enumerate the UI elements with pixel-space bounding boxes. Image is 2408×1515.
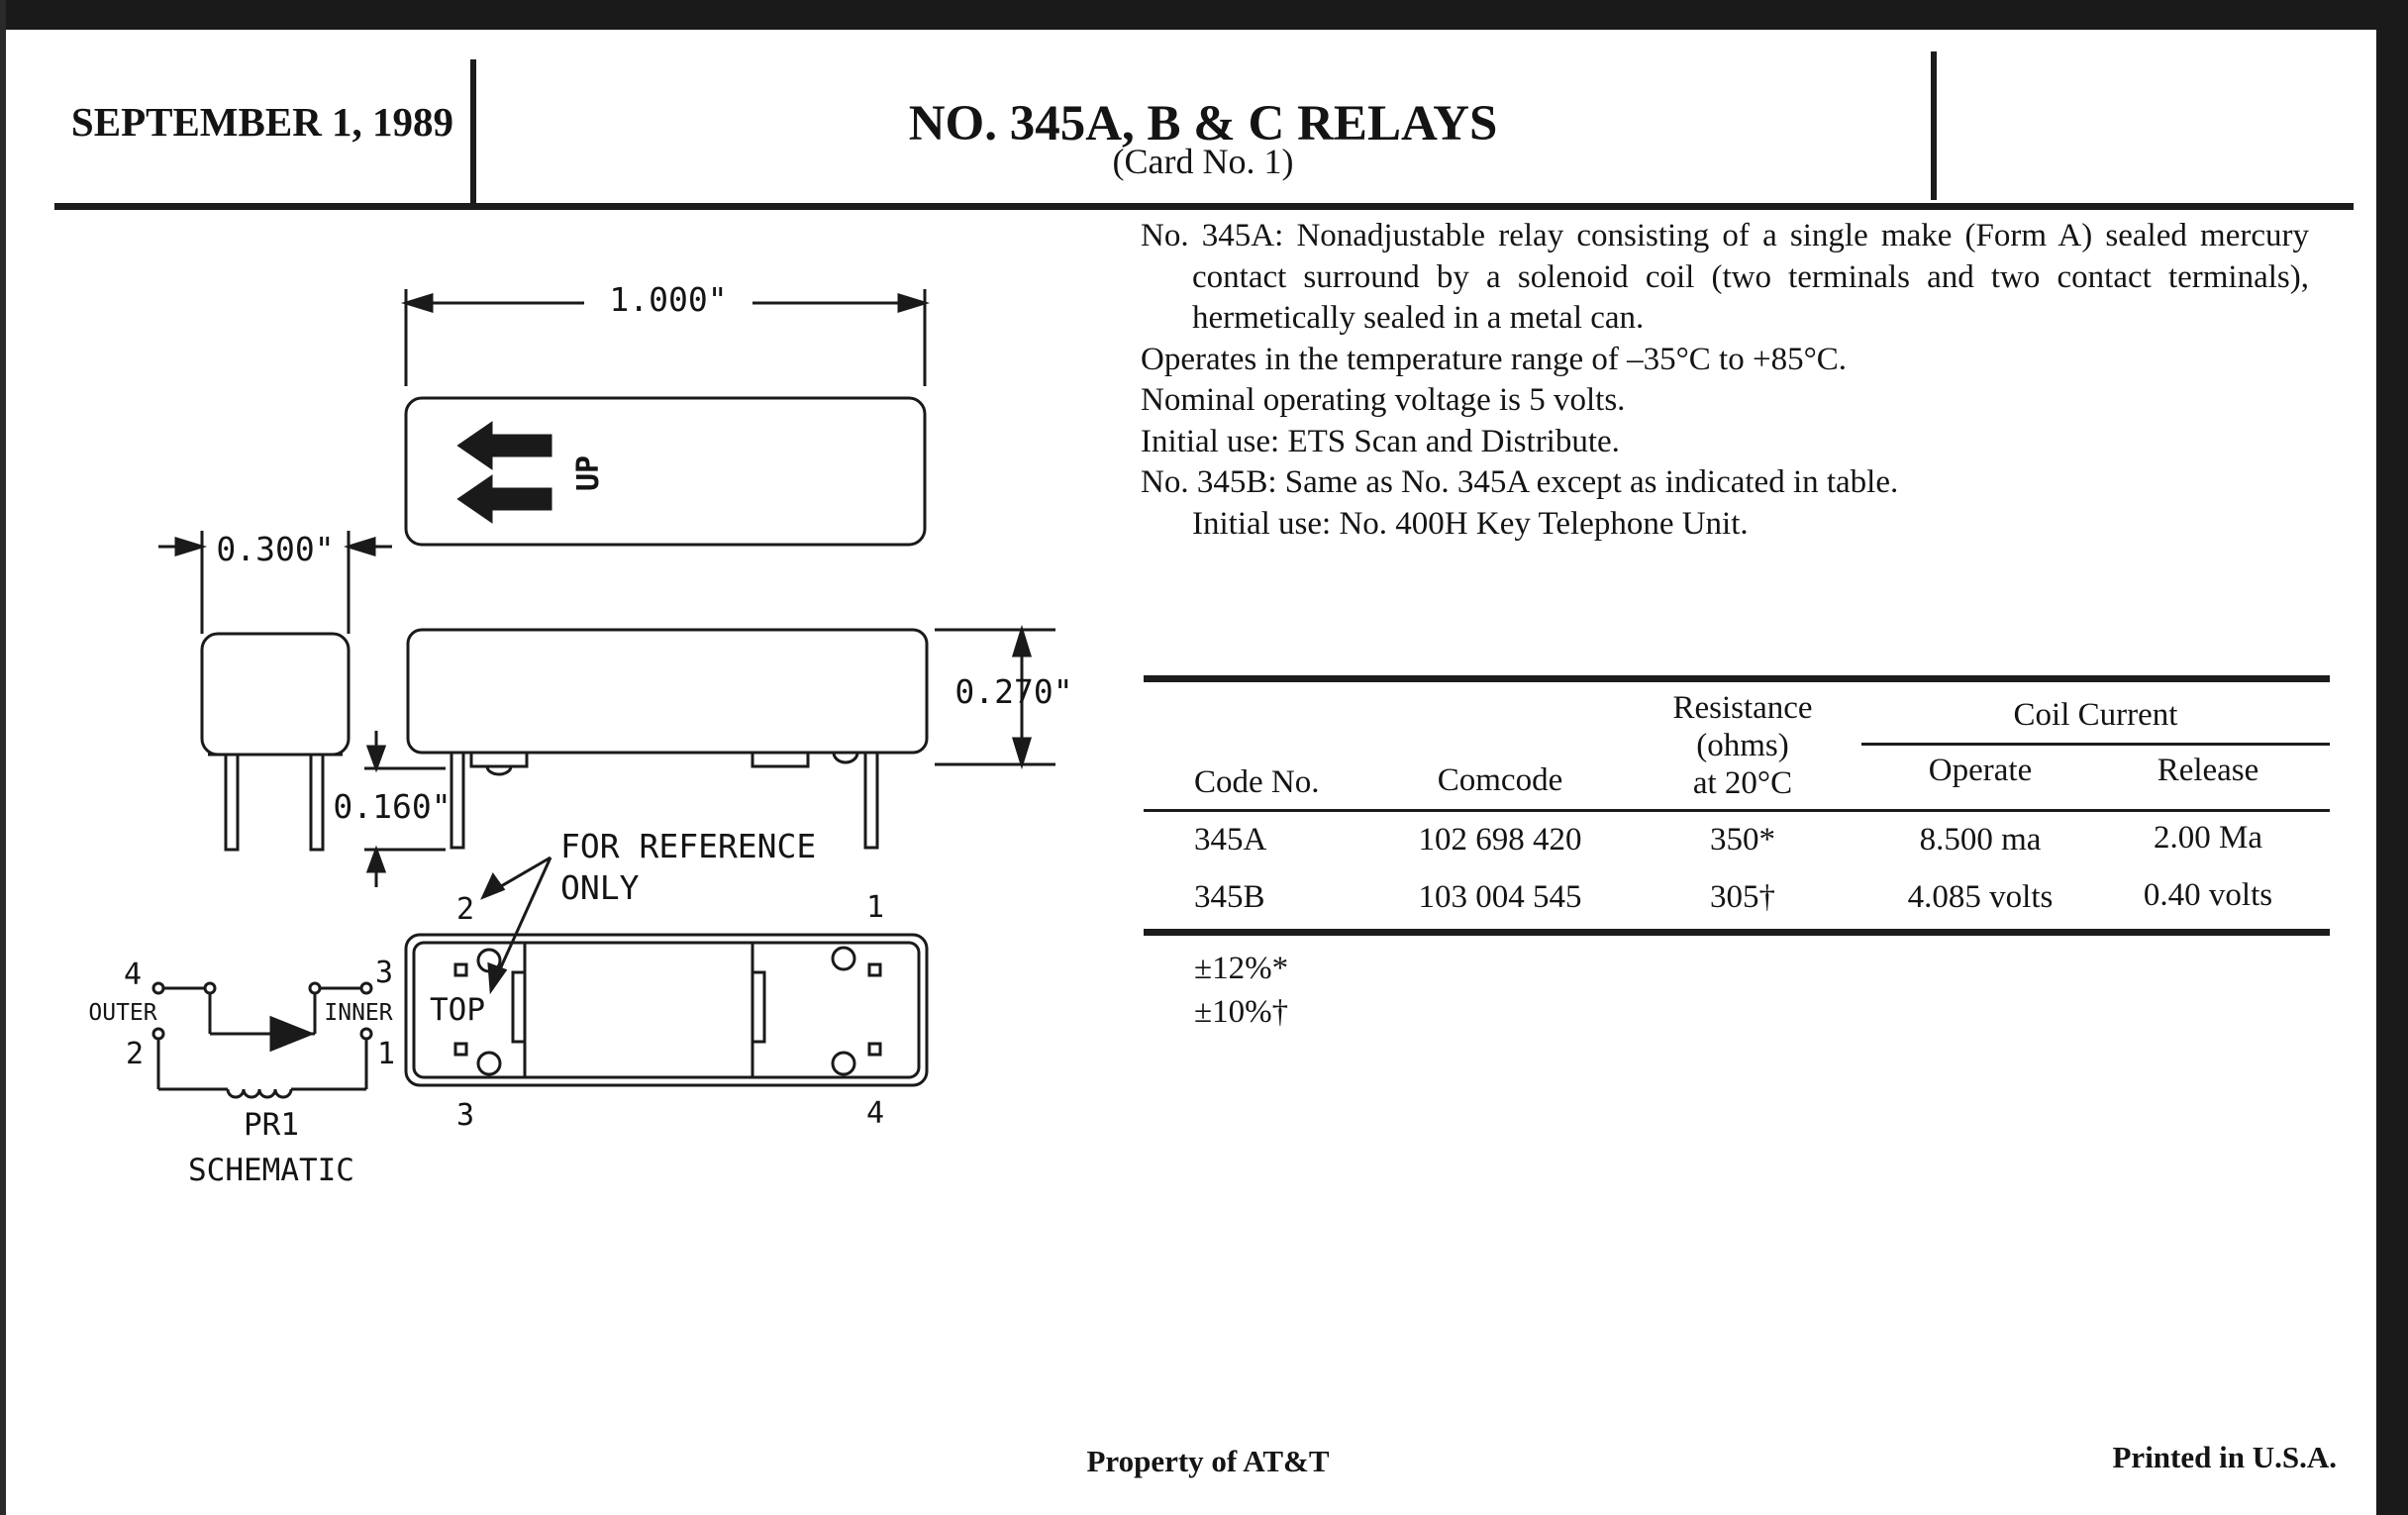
description-345a: No. 345A: Nonadjustable relay consisting of a single make (Form A) sealed mercury contact surround by a solenoid coil (two terminals and two contact terminals), hermetically sealed in a metal can.: [1141, 218, 2309, 336]
schematic-outer-label: OUTER: [88, 1000, 157, 1026]
schematic-inner-label: INNER: [324, 1000, 393, 1026]
schematic-caption: SCHEMATIC: [188, 1153, 354, 1188]
up-label: UP: [571, 454, 606, 491]
dim-length-label: 1.000": [609, 280, 728, 319]
schematic-coil-label: PR1: [244, 1107, 299, 1143]
header-resistance-2: (ohms): [1696, 728, 1789, 763]
header-coil-current: Coil Current: [2013, 697, 2178, 733]
schematic-pin-4: 4: [123, 958, 143, 992]
row-2-operate: 4.085 volts: [1907, 879, 2054, 915]
pin-label-2: 2: [455, 892, 475, 927]
footer-printed: Printed in U.S.A.: [2112, 1440, 2337, 1474]
table-bottom-rule: [1144, 929, 2330, 936]
description-initial-use-b: Initial use: No. 400H Key Telephone Unit.: [1192, 505, 1749, 542]
reference-label-1: FOR REFERENCE: [560, 827, 817, 865]
relay-description: [1141, 216, 2309, 545]
tolerance-note-1: ±12%*: [1194, 951, 1289, 986]
header-release: Release: [2157, 753, 2259, 788]
pin-label-1: 1: [865, 890, 885, 925]
header-resistance-3: at 20°C: [1692, 765, 1793, 801]
schematic-pin-1: 1: [376, 1037, 396, 1071]
top-label: TOP: [430, 992, 485, 1028]
description-initial-use-a: Initial use: ETS Scan and Distribute.: [1141, 423, 1620, 459]
relay-end-view: [202, 634, 349, 755]
description-345b: No. 345B: Same as No. 345A except as indicated in table.: [1141, 464, 1899, 500]
row-1-operate: 8.500 ma: [1919, 822, 2042, 858]
tolerance-note-2: ±10%†: [1194, 994, 1289, 1030]
description-temperature: Operates in the temperature range of –35°C to +85°C.: [1141, 341, 1848, 377]
row-1-code: 345A: [1194, 822, 1267, 858]
relay-side-view: [408, 630, 927, 753]
coil-current-rule: [1861, 743, 2330, 746]
row-2-comcode: 103 004 545: [1418, 879, 1582, 915]
header-code: Code No.: [1194, 764, 1320, 800]
row-1-resistance: 350*: [1710, 822, 1775, 858]
issue-date: SEPTEMBER 1, 1989: [70, 99, 454, 145]
schematic-pin-3: 3: [374, 956, 394, 990]
pin-label-3: 3: [455, 1098, 475, 1133]
header-comcode: Comcode: [1437, 762, 1563, 798]
footer-property: Property of AT&T: [1086, 1444, 1330, 1478]
pin-label-4: 4: [865, 1096, 885, 1131]
row-2-release: 0.40 volts: [2143, 877, 2273, 913]
card-number: (Card No. 1): [1112, 142, 1294, 181]
description-voltage: Nominal operating voltage is 5 volts.: [1141, 382, 1626, 418]
table-header-rule: [1144, 809, 2330, 812]
table-top-rule: [1144, 675, 2330, 682]
dim-width-label: 0.300": [216, 530, 335, 568]
relay-top-view: [406, 398, 925, 545]
row-2-resistance: 305†: [1710, 879, 1775, 915]
row-1-release: 2.00 Ma: [2154, 820, 2262, 856]
header-operate: Operate: [1928, 753, 2033, 788]
dim-pin-label: 0.160": [333, 787, 452, 826]
reference-label-2: ONLY: [560, 868, 640, 907]
dim-height-label: 0.270": [954, 672, 1073, 711]
page-title: NO. 345A, B & C RELAYS: [908, 96, 1498, 152]
header-resistance-1: Resistance: [1672, 690, 1813, 726]
row-2-code: 345B: [1194, 879, 1265, 915]
row-1-comcode: 102 698 420: [1418, 822, 1582, 858]
schematic-pin-2: 2: [125, 1037, 145, 1071]
